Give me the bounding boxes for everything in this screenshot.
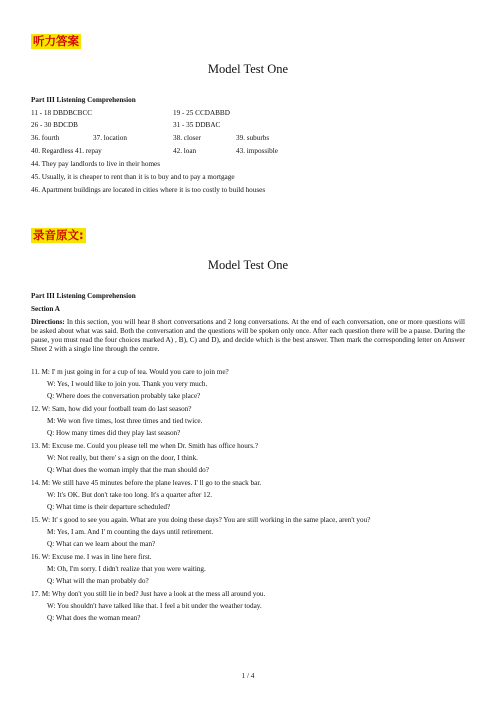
answer-cell: 31 - 35 DDBAC — [173, 121, 221, 129]
answer-cell: 41. repay — [75, 147, 102, 155]
section-heading: Section A — [31, 305, 60, 313]
question-line: Q: What can we learn about the man? — [47, 540, 156, 548]
dialogue-line: 11. M: I' m just going in for a cup of tea. Would you care to join me? — [31, 368, 229, 376]
directions-label: Directions: — [31, 318, 65, 326]
page-number: 1 / 4 — [241, 672, 255, 680]
dialogue-line: W: You shouldn't have talked like that. I feel a bit under the weather today. — [47, 602, 262, 610]
answers-part-heading: Part III Listening Comprehension — [31, 96, 136, 104]
directions-paragraph — [31, 318, 465, 354]
dialogue-line: 15. W: It' s good to see you again. What are you doing these days? You are still working in the same place, aren't you? — [31, 516, 371, 524]
answer-sentence: 46. Apartment buildings are located in cities where it is too costly to build houses — [31, 186, 266, 194]
answer-cell: 37. location — [93, 134, 127, 142]
answers-heading: 听力答案 — [33, 34, 79, 48]
answer-cell: 42. loan — [173, 147, 197, 155]
answer-cell: 36. fourth — [31, 134, 60, 142]
answer-cell: 40. Regardless — [31, 147, 74, 155]
dialogue-line: 14. M: We still have 45 minutes before the plane leaves. I' ll go to the snack bar. — [31, 479, 262, 487]
dialogue-line: W: Not really, but there' s a sign on the door, I think. — [47, 454, 198, 462]
question-line: Q: How many times did they play last season? — [47, 429, 181, 437]
answers-title: Model Test One — [207, 62, 289, 76]
answer-cell: 39. suburbs — [236, 134, 270, 142]
answer-cell: 11 - 18 DBDBCBCC — [31, 109, 93, 117]
dialogue-line: 12. W: Sam, how did your football team do last season? — [31, 405, 192, 413]
script-title: Model Test One — [207, 258, 289, 272]
answer-sentence: 44. They pay landlords to live in their homes — [31, 160, 161, 168]
dialogue-line: M: Oh, I'm sorry. I didn't realize that you were waiting. — [47, 565, 206, 573]
script-heading: 录音原文: — [33, 228, 84, 242]
dialogue-line: M: We won five times, lost three times and tied twice. — [47, 417, 203, 425]
question-line: Q: What will the man probably do? — [47, 577, 149, 585]
answer-cell: 38. closer — [173, 134, 201, 142]
answer-cell: 43. impossible — [236, 147, 278, 155]
question-line: Q: What does the woman imply that the man should do? — [47, 466, 209, 474]
answer-sentence: 45. Usually, it is cheaper to rent than it is to buy and to pay a mortgage — [31, 173, 235, 181]
question-line: Q: What does the woman mean? — [47, 614, 141, 622]
dialogue-line: 13. M: Excuse me. Could you please tell me when Dr. Smith has office hours.? — [31, 442, 259, 450]
question-line: Q: What time is their departure scheduled? — [47, 503, 171, 511]
dialogue-line: W: It's OK. But don't take too long. It's a quarter after 12. — [47, 491, 213, 499]
directions-text: In this section, you will hear 8 short conversations and 2 long conversations. At the end of each conversation, one or more questions will be asked about what was said. Both the conversation and the questions will be spoken only once. After each question there will be a pause. During the pause, you must read the four choices marked A) , B), C) and D), and decide which is the best answer. Then mark the corresponding letter on Answer Sheet 2 with a single line through the centre. — [31, 318, 465, 353]
dialogue-line: 17. M: Why don't you still lie in bed? Just have a look at the mess all around you. — [31, 590, 266, 598]
answer-cell: 19 - 25 CCDABBD — [173, 109, 230, 117]
script-part-heading: Part III Listening Comprehension — [31, 292, 136, 300]
question-line: Q: Where does the conversation probably take place? — [47, 392, 201, 400]
dialogue-line: W: Yes, I would like to join you. Thank you very much. — [47, 380, 208, 388]
dialogue-line: M: Yes, I am. And I' m counting the days until retirement. — [47, 528, 213, 536]
dialogue-line: 16. W: Excuse me. I was in line here first. — [31, 553, 152, 561]
answer-cell: 26 - 30 BDCDB — [31, 121, 78, 129]
